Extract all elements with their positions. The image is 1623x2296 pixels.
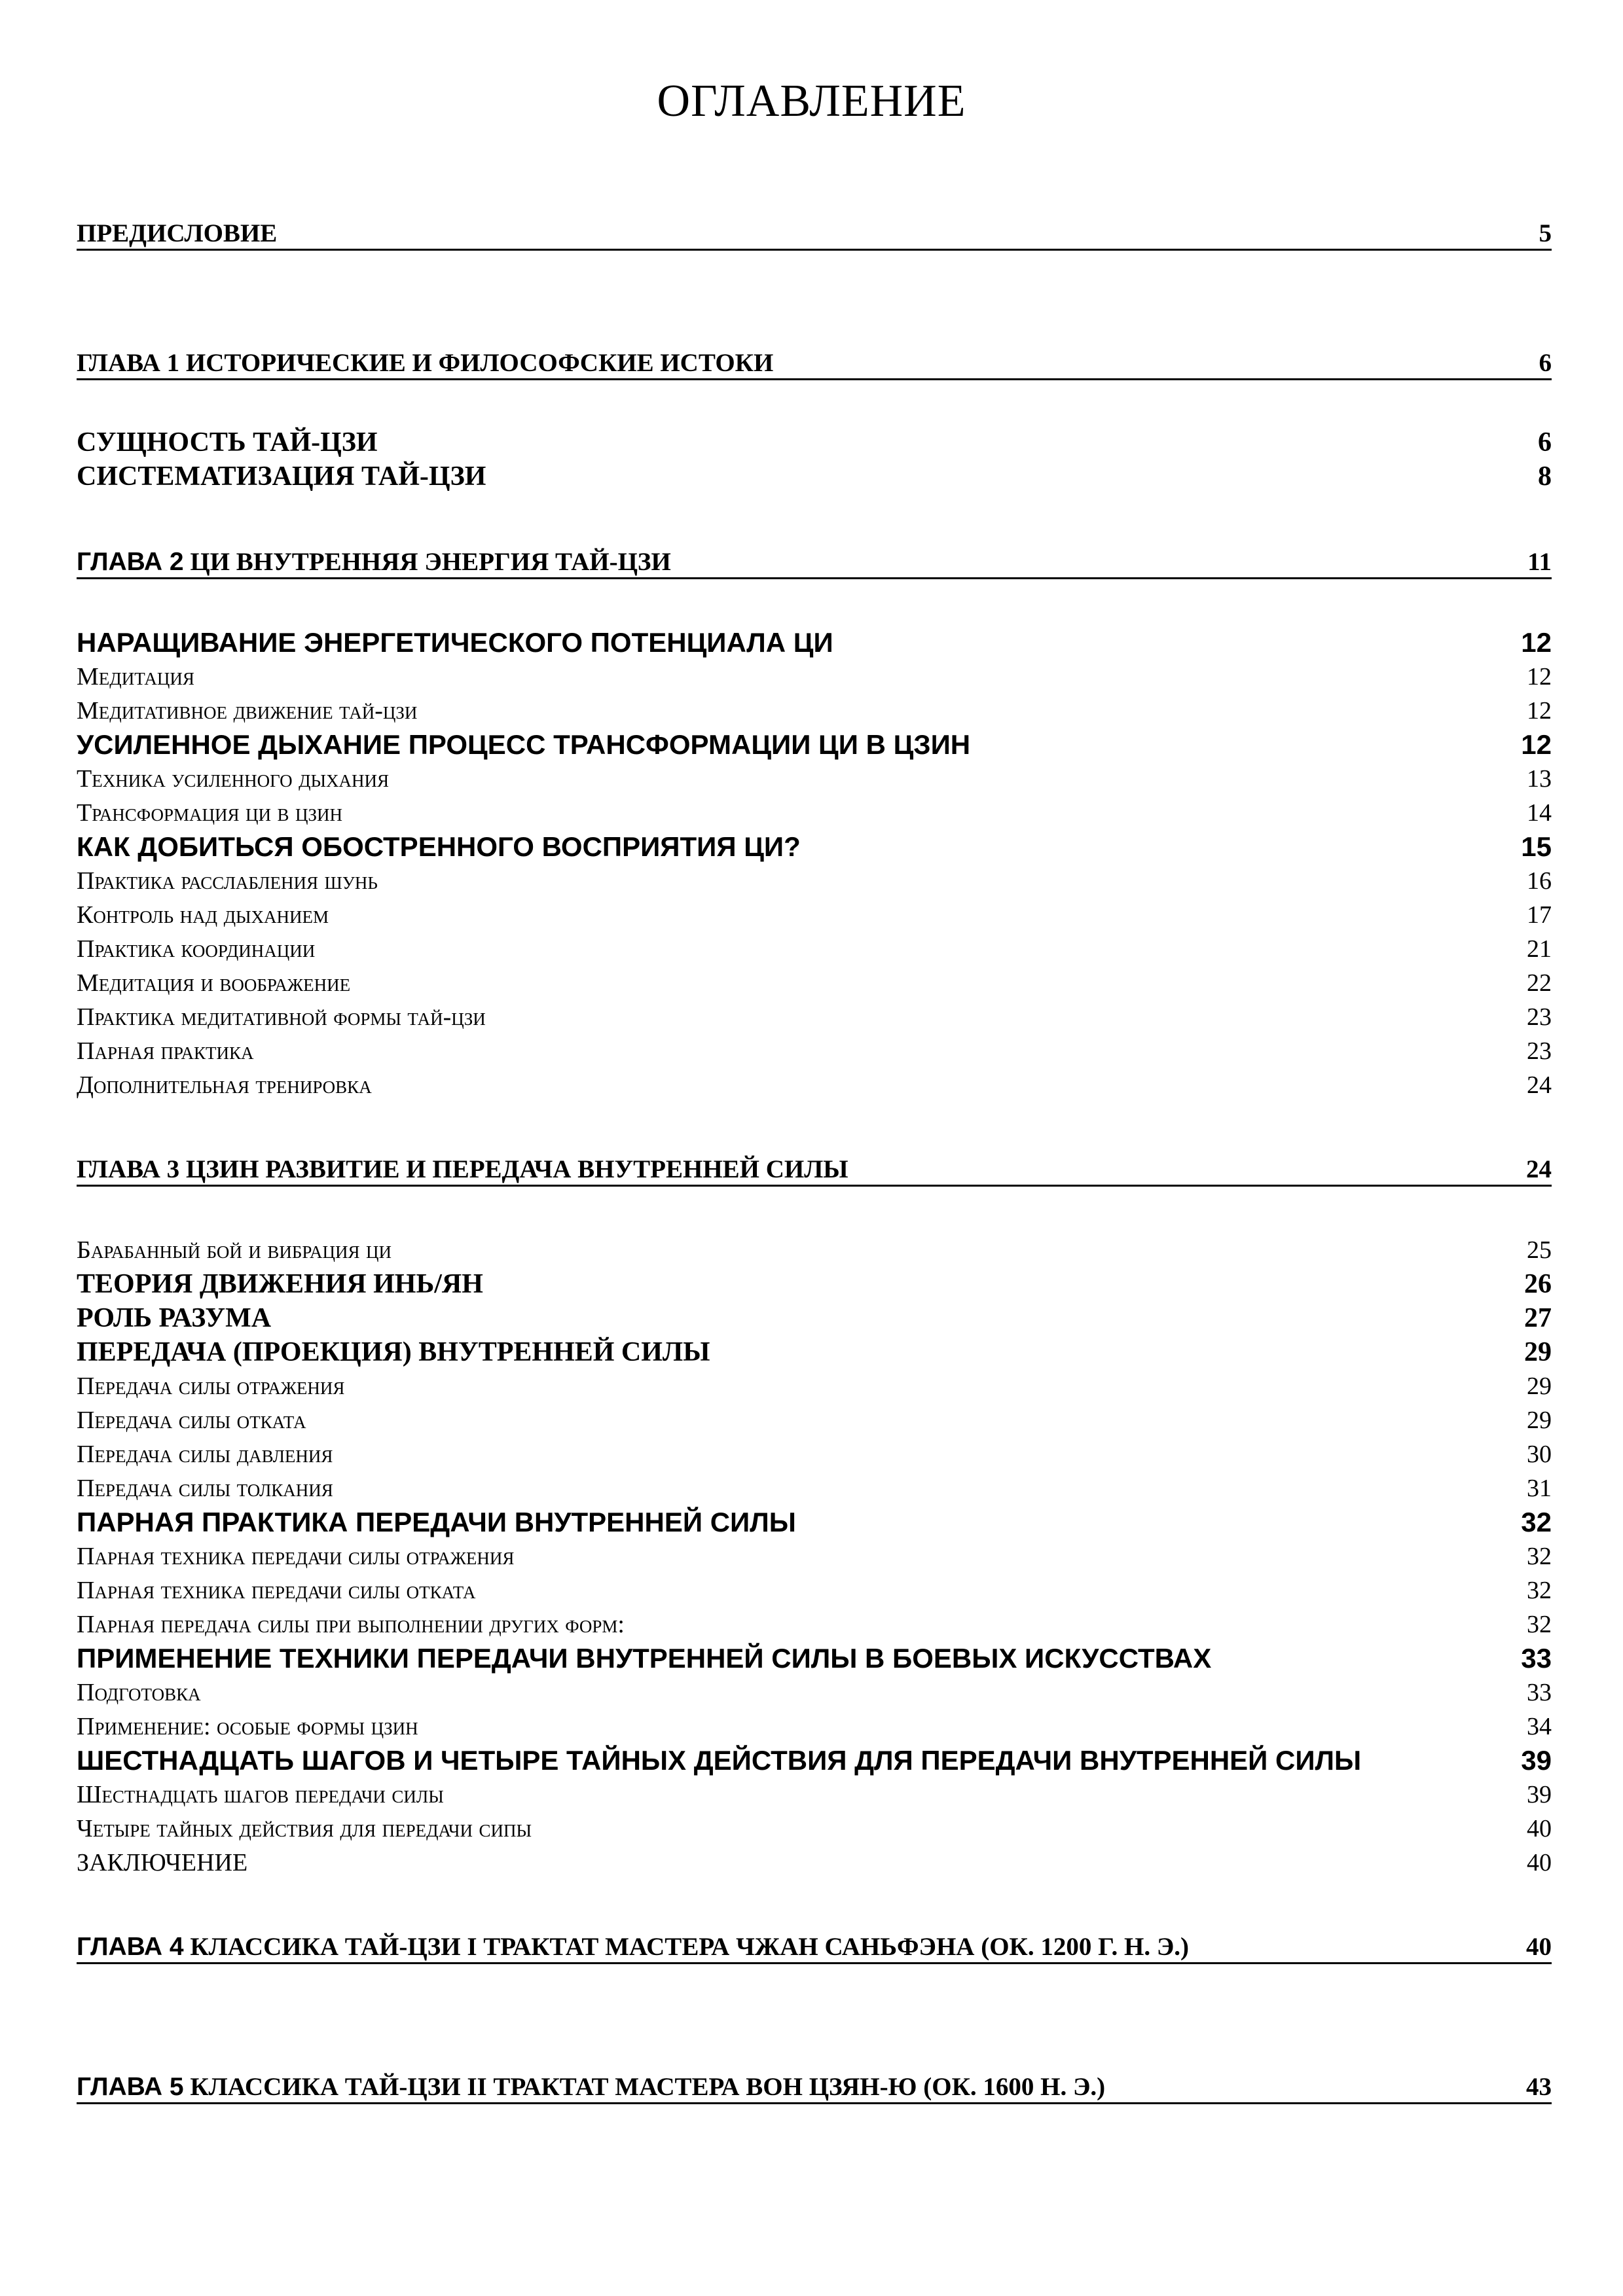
- toc-entry-text: РОЛЬ РАЗУМА: [77, 1303, 272, 1333]
- toc-entry-label: [77, 1641, 1211, 1676]
- toc-page-number: 32: [1527, 1611, 1552, 1638]
- toc-entry[interactable]: [77, 1437, 1552, 1471]
- toc-entry[interactable]: [77, 1151, 1552, 1187]
- toc-entry-text: Применение: особые формы цзин: [77, 1713, 418, 1740]
- toc-entry[interactable]: [77, 864, 1552, 898]
- toc-entry-label: [77, 1233, 392, 1267]
- toc-page-number: 29: [1527, 1407, 1552, 1434]
- toc-entry-label: [77, 932, 315, 966]
- toc-entry[interactable]: [77, 694, 1552, 728]
- toc-entry[interactable]: [77, 1744, 1552, 1778]
- toc-entry[interactable]: [77, 1068, 1552, 1102]
- toc-page-number: 33: [1521, 1643, 1552, 1674]
- toc-page-number: 24: [1527, 1071, 1552, 1099]
- toc-entry-label: [77, 2072, 1105, 2102]
- toc-entry-label: [77, 219, 277, 249]
- toc-entry-text: ПАРНАЯ ПРАКТИКА ПЕРЕДАЧИ ВНУТРЕННЕЙ СИЛЫ: [77, 1507, 796, 1537]
- toc-entry-text: Парная техника передачи силы отражения: [77, 1543, 515, 1570]
- toc-entry-text: НАРАЩИВАНИЕ ЭНЕРГЕТИЧЕСКОГО ПОТЕНЦИАЛА ЦИ: [77, 627, 833, 658]
- toc-entry-text: Передача силы отката: [77, 1407, 306, 1434]
- toc-entry-text: Четыре тайных действия для передачи сипы: [77, 1815, 532, 1842]
- toc-entry[interactable]: [77, 1335, 1552, 1369]
- toc-page-number: 39: [1521, 1745, 1552, 1776]
- toc-entry-text: КЛАССИКА ТАЙ-ЦЗИ II ТРАКТАТ МАСТЕРА ВОН ЦЗЯН-Ю (ОК. 1600 Н. Э.): [183, 2073, 1106, 2101]
- toc-entry-text: Трансформация ци в цзин: [77, 799, 342, 827]
- toc-entry[interactable]: [77, 1233, 1552, 1267]
- toc-entry-label: [77, 1744, 1361, 1778]
- toc-entry-label: [77, 1155, 848, 1185]
- toc-page-number: 21: [1527, 935, 1552, 963]
- toc-entry[interactable]: [77, 2068, 1552, 2104]
- toc-entry-text: КЛАССИКА ТАЙ-ЦЗИ I ТРАКТАТ МАСТЕРА ЧЖАН САНЬФЭНА (ОК. 1200 Г. Н. Э.): [183, 1933, 1190, 1961]
- toc-entry[interactable]: [77, 1000, 1552, 1034]
- toc-entry-label: [77, 1676, 201, 1710]
- toc-page-number: 34: [1527, 1713, 1552, 1740]
- toc-entry-label: [77, 1607, 625, 1641]
- toc-entry-text: Дополнительная тренировка: [77, 1071, 372, 1099]
- toc-entry-label: [77, 1000, 486, 1034]
- toc-entry-label: [77, 1301, 271, 1335]
- toc-entry-label: [77, 1932, 1189, 1962]
- toc-page-number: 24: [1526, 1155, 1552, 1183]
- toc-entry-label: [77, 1505, 796, 1539]
- toc-entry-text: ПРИМЕНЕНИЕ ТЕХНИКИ ПЕРЕДАЧИ ВНУТРЕННЕЙ СИЛЫ В БОЕВЫХ ИСКУССТВАХ: [77, 1643, 1212, 1674]
- toc-entry-label: [77, 1710, 418, 1744]
- toc-page-number: 11: [1527, 548, 1552, 576]
- toc-page-number: 23: [1527, 1003, 1552, 1031]
- toc-page-number: 32: [1521, 1507, 1552, 1537]
- toc-entry[interactable]: [77, 898, 1552, 932]
- toc-page-number: 8: [1538, 461, 1552, 492]
- toc-entry-label: [77, 898, 329, 932]
- toc-entry-text: Передача силы толкания: [77, 1475, 333, 1502]
- toc-page-number: 40: [1526, 1933, 1552, 1961]
- toc-entry-text: СУЩНОСТЬ ТАЙ-ЦЗИ: [77, 427, 378, 457]
- toc-page-number: 6: [1539, 349, 1552, 377]
- toc-entry-label: [77, 459, 486, 493]
- toc-entry-text: КАК ДОБИТЬСЯ ОБОСТРЕННОГО ВОСПРИЯТИЯ ЦИ?: [77, 831, 801, 862]
- toc-entry[interactable]: [77, 543, 1552, 579]
- toc-entry-label: [77, 660, 194, 694]
- toc-entry[interactable]: [77, 1676, 1552, 1710]
- toc-entry-text: Техника усиленного дыхания: [77, 765, 390, 793]
- chapter-prefix: ГЛАВА 4: [77, 1933, 184, 1961]
- toc-entry-label: [77, 1403, 306, 1437]
- toc-entry[interactable]: [77, 728, 1552, 762]
- toc-entry[interactable]: [77, 1778, 1552, 1812]
- toc-page-number: 6: [1538, 427, 1552, 457]
- toc-entry-text: ЦИ ВНУТРЕННЯЯ ЭНЕРГИЯ ТАЙ-ЦЗИ: [183, 548, 671, 576]
- toc-entry-text: ГЛАВА 3 ЦЗИН РАЗВИТИЕ И ПЕРЕДАЧА ВНУТРЕННЕЙ СИЛЫ: [77, 1155, 848, 1183]
- toc-entry-label: [77, 1267, 483, 1301]
- toc-entry-text: Передача силы отражения: [77, 1372, 345, 1400]
- toc-entry[interactable]: [77, 660, 1552, 694]
- page-title: ОГЛАВЛЕНИЕ: [657, 76, 966, 126]
- toc-page-number: 30: [1527, 1441, 1552, 1468]
- toc-page-number: 40: [1527, 1815, 1552, 1842]
- toc-entry-label: [77, 1573, 475, 1607]
- toc-page-number: 43: [1526, 2073, 1552, 2101]
- toc-entry[interactable]: [77, 344, 1552, 380]
- toc-entry[interactable]: [77, 1710, 1552, 1744]
- toc-entry-label: [77, 1437, 333, 1471]
- toc-entry-label: [77, 966, 350, 1000]
- toc-entry-text: Медитация и воображение: [77, 969, 351, 997]
- toc-page-number: 22: [1527, 969, 1552, 997]
- toc-entry-label: [77, 425, 378, 459]
- toc-entry-label: [77, 1539, 514, 1573]
- toc-entry-label: [77, 694, 417, 728]
- toc-entry[interactable]: [77, 1573, 1552, 1607]
- toc-page-number: 33: [1527, 1679, 1552, 1706]
- toc-entry-label: [77, 1034, 254, 1068]
- toc-entry-text: УСИЛЕННОЕ ДЫХАНИЕ ПРОЦЕСС ТРАНСФОРМАЦИИ ЦИ В ЦЗИН: [77, 729, 971, 760]
- toc-entry-text: ПЕРЕДАЧА (ПРОЕКЦИЯ) ВНУТРЕННЕЙ СИЛЫ: [77, 1337, 710, 1367]
- toc-entry-label: [77, 547, 671, 577]
- toc-entry-label: [77, 1846, 247, 1880]
- toc-entry[interactable]: [77, 459, 1552, 493]
- toc-entry[interactable]: [77, 1812, 1552, 1846]
- toc-page-number: 32: [1527, 1577, 1552, 1604]
- toc-entry-label: [77, 728, 970, 762]
- toc-page-number: 31: [1527, 1475, 1552, 1502]
- toc-page-number: 12: [1521, 729, 1552, 760]
- toc-entry-text: ПРЕДИСЛОВИЕ: [77, 219, 278, 247]
- toc-entry-text: Практика медитативной формы тай-цзи: [77, 1003, 486, 1031]
- toc-entry-label: [77, 796, 342, 830]
- chapter-prefix: ГЛАВА 2: [77, 548, 184, 576]
- toc-entry-text: ГЛАВА 1 ИСТОРИЧЕСКИЕ И ФИЛОСОФСКИЕ ИСТОКИ: [77, 349, 774, 377]
- toc-page-number: 32: [1527, 1543, 1552, 1570]
- toc-entry[interactable]: [77, 1928, 1552, 1964]
- toc-entry[interactable]: [77, 1846, 1552, 1880]
- toc-entry-text: Практика координации: [77, 935, 316, 963]
- toc-entry-label: [77, 626, 833, 660]
- toc-entry-text: Парная техника передачи силы отката: [77, 1577, 476, 1604]
- toc-entry-text: СИСТЕМАТИЗАЦИЯ ТАЙ-ЦЗИ: [77, 461, 486, 492]
- toc-entry[interactable]: [77, 1471, 1552, 1505]
- toc-entry-text: Парная практика: [77, 1037, 254, 1065]
- toc-page-number: 17: [1527, 901, 1552, 929]
- toc-entry-text: Медитация: [77, 663, 194, 691]
- toc-page-number: 12: [1527, 697, 1552, 725]
- toc-page-number: 16: [1527, 867, 1552, 895]
- toc-entry-text: Подготовка: [77, 1679, 201, 1706]
- chapter-prefix: ГЛАВА 5: [77, 2073, 184, 2101]
- toc-entry-label: [77, 1471, 333, 1505]
- toc-page-number: 23: [1527, 1037, 1552, 1065]
- toc-entry[interactable]: [77, 1301, 1552, 1335]
- toc-page-number: 12: [1521, 627, 1552, 658]
- toc-page-number: 29: [1527, 1372, 1552, 1400]
- toc-page-number: 14: [1527, 799, 1552, 827]
- toc-page-number: 15: [1521, 831, 1552, 862]
- toc-entry[interactable]: [77, 1369, 1552, 1403]
- toc-entry[interactable]: [77, 932, 1552, 966]
- toc-entry[interactable]: [77, 762, 1552, 796]
- toc-entry[interactable]: [77, 1607, 1552, 1641]
- toc-page-number: 25: [1527, 1236, 1552, 1264]
- toc-entry[interactable]: [77, 425, 1552, 459]
- toc-entry-text: Шестнадцать шагов передачи силы: [77, 1781, 444, 1808]
- toc-entry[interactable]: [77, 1641, 1552, 1676]
- toc-entry[interactable]: [77, 1539, 1552, 1573]
- toc-entry-label: [77, 1812, 532, 1846]
- toc-page-number: 26: [1524, 1269, 1552, 1299]
- toc-entry[interactable]: [77, 1505, 1552, 1539]
- toc-entry-text: Парная передача силы при выполнении других форм:: [77, 1611, 625, 1638]
- toc-entry[interactable]: [77, 1034, 1552, 1068]
- toc-entry[interactable]: [77, 1403, 1552, 1437]
- toc-entry-label: [77, 864, 378, 898]
- toc-page-number: 39: [1527, 1781, 1552, 1808]
- toc-entry-text: Медитативное движение тай-цзи: [77, 697, 418, 725]
- toc-entry[interactable]: [77, 215, 1552, 251]
- toc-entry-text: ЗАКЛЮЧЕНИЕ: [77, 1849, 248, 1876]
- toc-entry-text: Практика расслабления шунь: [77, 867, 378, 895]
- toc-entry-label: [77, 762, 389, 796]
- toc-page-number: 12: [1527, 663, 1552, 691]
- toc-entry-label: [77, 1335, 710, 1369]
- toc-entry-text: Контроль над дыханием: [77, 901, 329, 929]
- toc-entry-label: [77, 1778, 444, 1812]
- toc-entry[interactable]: [77, 1267, 1552, 1301]
- toc-entry[interactable]: [77, 966, 1552, 1000]
- toc-entry[interactable]: [77, 626, 1552, 660]
- toc-entry[interactable]: [77, 796, 1552, 830]
- toc-entry-text: Барабанный бой и вибрация ци: [77, 1236, 392, 1264]
- toc-page-number: 13: [1527, 765, 1552, 793]
- toc-page-number: 5: [1539, 219, 1552, 247]
- toc-page-number: 27: [1524, 1303, 1552, 1333]
- toc-entry-text: ШЕСТНАДЦАТЬ ШАГОВ И ЧЕТЫРЕ ТАЙНЫХ ДЕЙСТВИЯ ДЛЯ ПЕРЕДАЧИ ВНУТРЕННЕЙ СИЛЫ: [77, 1745, 1362, 1776]
- toc-entry-text: ТЕОРИЯ ДВИЖЕНИЯ ИНЬ/ЯН: [77, 1269, 483, 1299]
- toc-entry-label: [77, 1068, 372, 1102]
- toc-entry-label: [77, 830, 801, 864]
- toc-entry-text: Передача силы давления: [77, 1441, 333, 1468]
- toc-entry[interactable]: [77, 830, 1552, 864]
- toc-entry-label: [77, 348, 773, 378]
- toc-page-number: 29: [1524, 1337, 1552, 1367]
- toc-entry-label: [77, 1369, 344, 1403]
- toc-page-number: 40: [1527, 1849, 1552, 1876]
